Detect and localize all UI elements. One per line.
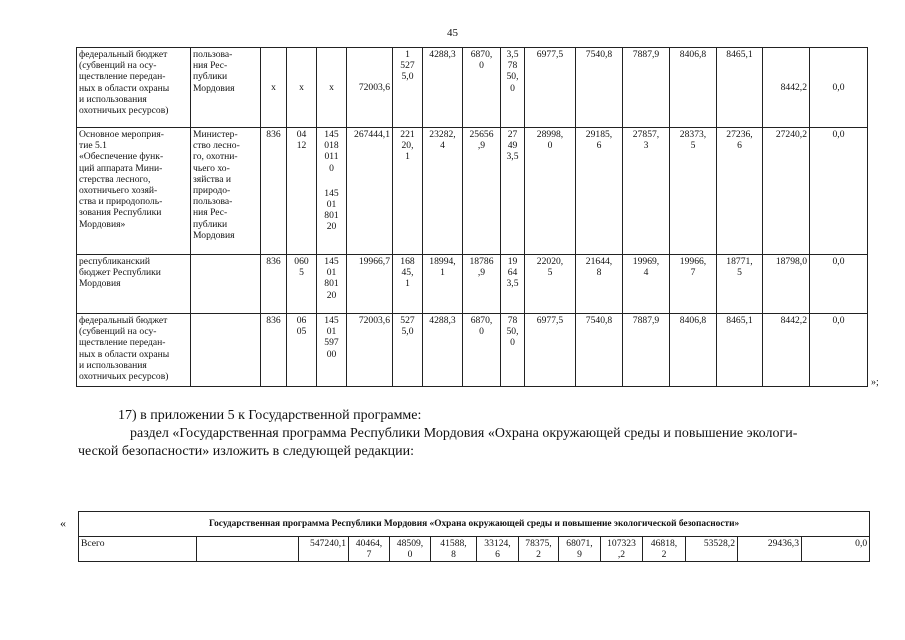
table-cell — [501, 255, 525, 314]
cell-line: (субвенций на осу- — [79, 326, 157, 338]
table-cell — [763, 128, 810, 255]
cell-line: природо- — [193, 185, 231, 197]
cell-line: 48509, — [396, 538, 424, 549]
total-value-cell — [738, 537, 802, 562]
table-cell — [317, 128, 347, 255]
cell-line: 0,0 — [832, 81, 845, 93]
cell-line: охотничьих ресурсов) — [79, 371, 169, 383]
cell-line: охотничьего хозяй- — [79, 185, 158, 197]
cell-line: 1 — [405, 49, 410, 60]
cell-line: 4288,3 — [429, 49, 456, 60]
cell-line: 1 — [440, 267, 445, 279]
budget-table — [76, 47, 868, 387]
cell-line: ства и природополь- — [79, 196, 163, 208]
cell-line: 45, — [401, 267, 414, 279]
cell-line: и использования — [79, 93, 147, 105]
table-row — [77, 255, 868, 314]
cell-line: 28998, — [536, 129, 564, 140]
table-cell — [423, 314, 463, 387]
cell-line: 7540,8 — [585, 49, 613, 60]
table-cell — [670, 48, 717, 128]
cell-line: 18994, — [429, 256, 456, 267]
cell-line: 3,5 — [506, 151, 519, 163]
cell-line: 78375, — [525, 538, 552, 549]
table-cell — [261, 48, 287, 128]
cell-line: стерства лесного, — [79, 173, 151, 185]
cell-line: 9 — [577, 549, 582, 560]
cell-line: 19 — [507, 256, 518, 267]
table-cell — [623, 255, 670, 314]
cell-line: 8465,1 — [726, 315, 753, 326]
cell-line: чьего хо- — [193, 162, 230, 174]
total-value-cell — [349, 537, 390, 562]
cell-line: 00 — [326, 348, 337, 360]
cell-line: 0,0 — [832, 315, 845, 326]
amendment-text-line-2: ческой безопасности» изложить в следующей редакции: — [78, 444, 415, 459]
cell-line: Мордовия — [79, 278, 121, 290]
table-cell — [623, 128, 670, 255]
cell-line: 0 — [479, 60, 484, 72]
cell-line: 0 — [329, 162, 334, 174]
table-cell — [423, 255, 463, 314]
cell-line: 527 — [400, 60, 415, 72]
cell-line: 221 — [400, 129, 415, 140]
cell-line: 4 — [440, 140, 445, 152]
cell-line: 267444,1 — [354, 129, 390, 140]
closing-quote-mark: »; — [871, 377, 879, 388]
cell-line: 6977,5 — [536, 315, 564, 326]
cell-line: пользова- — [193, 196, 233, 208]
table-cell — [191, 48, 261, 128]
cell-line: 19966,7 — [358, 256, 390, 267]
cell-line: публики — [193, 218, 228, 230]
cell-line: 7540,8 — [585, 315, 613, 326]
table-cell — [810, 255, 868, 314]
cell-line: 145 — [324, 129, 339, 140]
cell-line: 40464, — [355, 538, 383, 549]
cell-line: 145 — [324, 315, 339, 326]
table-row — [77, 314, 868, 387]
table-cell — [670, 128, 717, 255]
cell-line: 04 — [296, 129, 307, 140]
cell-line: пользова- — [193, 49, 233, 60]
table-cell — [423, 128, 463, 255]
table-cell — [287, 255, 317, 314]
cell-line: 22020, — [536, 256, 564, 267]
table-cell — [576, 314, 623, 387]
amendment-item-17: 17) в приложении 5 к Государственной программе: — [118, 408, 422, 423]
cell-line: 18771, — [726, 256, 753, 267]
cell-line: публики — [193, 71, 228, 83]
cell-line: 8 — [596, 267, 602, 279]
cell-line: 27857, — [632, 129, 660, 140]
total-label: Всего — [79, 537, 197, 562]
cell-line: 20 — [326, 289, 337, 301]
table-cell — [763, 255, 810, 314]
table-cell — [501, 48, 525, 128]
cell-line: 20 — [326, 221, 337, 233]
table-cell — [77, 48, 191, 128]
cell-line: го, охотни- — [193, 151, 238, 163]
cell-line: 7887,9 — [632, 315, 660, 326]
cell-line: 2 — [536, 549, 541, 560]
cell-line: 168 — [400, 256, 415, 267]
cell-line: ,9 — [477, 267, 486, 279]
cell-line: зования Республики — [79, 207, 162, 219]
cell-line: 145 — [324, 256, 339, 267]
empty-cell — [197, 537, 299, 562]
table-cell — [287, 48, 317, 128]
cell-line: 5 — [737, 267, 742, 279]
cell-line: «Обеспечение функ- — [79, 151, 164, 163]
cell-line: 7 — [690, 267, 696, 279]
cell-line: 6870, — [470, 49, 493, 60]
cell-line: 0,0 — [832, 129, 845, 140]
table-cell — [525, 48, 576, 128]
cell-line: ,2 — [617, 549, 626, 560]
cell-line: 72003,6 — [358, 315, 390, 326]
cell-line: ных в области охраны — [79, 82, 170, 94]
cell-line: 6977,5 — [536, 49, 564, 60]
table-cell — [525, 128, 576, 255]
total-value-cell — [601, 537, 643, 562]
table-cell — [501, 128, 525, 255]
cell-line: 0 — [547, 140, 553, 152]
cell-line: 1 — [405, 278, 410, 290]
cell-line: 8465,1 — [726, 49, 753, 60]
table-cell — [717, 314, 763, 387]
cell-line: 01 — [326, 267, 337, 279]
cell-line: 6870, — [470, 315, 493, 326]
table-cell — [525, 255, 576, 314]
cell-line: 547240,1 — [310, 538, 346, 549]
cell-line: 64 — [507, 267, 518, 279]
table-cell — [393, 255, 423, 314]
table-cell — [393, 314, 423, 387]
cell-line: 21644, — [585, 256, 613, 267]
cell-line: 7887,9 — [632, 49, 660, 60]
table-cell — [810, 314, 868, 387]
table-cell — [763, 314, 810, 387]
table-cell — [287, 314, 317, 387]
table-cell — [463, 314, 501, 387]
cell-line: 6 — [737, 140, 742, 152]
cell-line: 018 — [324, 140, 339, 152]
cell-line: 49 — [507, 140, 518, 152]
cell-line: 78 — [507, 315, 518, 326]
table-cell — [717, 255, 763, 314]
total-value-cell — [431, 537, 477, 562]
cell-line: 01 — [326, 199, 337, 211]
cell-line: ных в области охраны — [79, 348, 170, 360]
table-cell — [261, 128, 287, 255]
cell-line: 0 — [479, 326, 484, 338]
cell-line: 50, — [506, 71, 519, 83]
table-cell — [191, 314, 261, 387]
cell-line: 801 — [324, 210, 339, 222]
table-cell — [670, 314, 717, 387]
cell-line: бюджет Республики — [79, 267, 161, 279]
cell-line: 8442,2 — [780, 315, 807, 326]
cell-line: х — [271, 81, 276, 93]
cell-line: 5 — [690, 140, 696, 152]
cell-line: 8 — [451, 549, 456, 560]
table-cell — [347, 314, 393, 387]
cell-line: Министер- — [193, 129, 238, 140]
cell-line: ществление передан- — [79, 337, 166, 349]
cell-line: 05 — [296, 326, 307, 338]
program-title: Государственная программа Республики Мордовия «Охрана окружающей среды и повышение экологической безопасности» — [79, 512, 870, 537]
cell-line: 527 — [400, 315, 415, 326]
table-row — [77, 128, 868, 255]
cell-line: 0 — [510, 337, 515, 349]
cell-line: 78 — [507, 60, 518, 72]
cell-line: 145 — [324, 187, 339, 199]
cell-line: 41588, — [440, 538, 467, 549]
total-value-cell — [390, 537, 431, 562]
total-value-cell — [643, 537, 686, 562]
cell-line: ществление передан- — [79, 71, 166, 83]
cell-line: ния Рес- — [193, 207, 228, 219]
cell-line: 72003,6 — [358, 81, 390, 93]
cell-line: 8406,8 — [679, 49, 707, 60]
cell-line: 06 — [296, 315, 307, 326]
table-cell — [77, 128, 191, 255]
cell-line: 060 — [294, 256, 309, 267]
cell-line: 6 — [596, 140, 602, 152]
cell-line: 01 — [326, 326, 337, 338]
cell-line: 3 — [643, 140, 649, 152]
table-cell — [763, 48, 810, 128]
cell-line: 12 — [296, 140, 307, 152]
cell-line: 5,0 — [401, 71, 414, 83]
cell-line: Мордовия» — [79, 218, 126, 230]
total-value-cell — [519, 537, 559, 562]
total-row — [79, 537, 870, 562]
cell-line: 1 — [405, 151, 410, 163]
cell-line: 836 — [266, 315, 281, 326]
cell-line: 4288,3 — [429, 315, 456, 326]
cell-line: ство лесно- — [193, 140, 240, 152]
table-cell — [393, 128, 423, 255]
amendment-text-line-1: раздел «Государственная программа Республики Мордовия «Охрана окружающей среды и повышение экологи- — [130, 426, 798, 441]
cell-line: 18798,0 — [775, 256, 807, 267]
cell-line: 28373, — [679, 129, 707, 140]
cell-line: 25656 — [469, 129, 494, 140]
table-cell — [77, 255, 191, 314]
table-cell — [261, 255, 287, 314]
table-cell — [393, 48, 423, 128]
cell-line: 50, — [506, 326, 519, 338]
cell-line: 5 — [547, 267, 553, 279]
cell-line: 29185, — [585, 129, 613, 140]
cell-line: 107323 — [607, 538, 636, 549]
cell-line: 8406,8 — [679, 315, 707, 326]
cell-line: Основное мероприя- — [79, 129, 164, 140]
cell-line: 5 — [299, 267, 304, 279]
cell-line: 33124, — [484, 538, 511, 549]
program-summary-table — [78, 511, 870, 562]
cell-line: 0 — [510, 82, 515, 94]
cell-line: 68071, — [566, 538, 593, 549]
table-cell — [347, 48, 393, 128]
cell-line: 53528,2 — [703, 538, 735, 549]
table-cell — [623, 48, 670, 128]
cell-line: и использования — [79, 359, 147, 371]
cell-line: 5,0 — [401, 326, 414, 338]
table-cell — [576, 48, 623, 128]
total-value-cell — [477, 537, 519, 562]
cell-line: 011 — [324, 151, 339, 163]
cell-line: 27 — [507, 129, 518, 140]
cell-line: ния Рес- — [193, 60, 228, 72]
cell-line: 3,5 — [506, 49, 519, 60]
table-cell — [463, 128, 501, 255]
cell-line: 836 — [266, 129, 281, 140]
table-cell — [287, 128, 317, 255]
total-value-cell — [559, 537, 601, 562]
table-cell — [347, 128, 393, 255]
table-cell — [717, 128, 763, 255]
cell-line — [193, 256, 258, 270]
table-cell — [576, 128, 623, 255]
cell-line: ,9 — [477, 140, 486, 152]
table-cell — [670, 255, 717, 314]
page-number: 45 — [447, 27, 458, 39]
cell-line: 7 — [366, 549, 372, 560]
cell-line — [319, 174, 344, 188]
table-cell — [525, 314, 576, 387]
cell-line: 46818, — [650, 538, 678, 549]
cell-line: 18786 — [469, 256, 494, 267]
table-cell — [317, 255, 347, 314]
cell-line: х — [299, 81, 304, 93]
cell-line: тие 5.1 — [79, 140, 107, 152]
table-cell — [77, 314, 191, 387]
table-cell — [261, 314, 287, 387]
total-value-cell — [299, 537, 349, 562]
cell-line: республиканский — [79, 256, 151, 267]
cell-line: ций аппарата Мини- — [79, 162, 163, 174]
cell-line: 0,0 — [832, 256, 845, 267]
cell-line: Мордовия — [193, 229, 235, 241]
cell-line: 0,0 — [855, 538, 868, 549]
table-cell — [717, 48, 763, 128]
table-cell — [463, 255, 501, 314]
cell-line: 801 — [324, 278, 339, 290]
table-cell — [347, 255, 393, 314]
cell-line: 836 — [266, 256, 281, 267]
cell-line: (субвенций на осу- — [79, 60, 157, 72]
cell-line: 27240,2 — [775, 129, 807, 140]
cell-line: 3,5 — [506, 278, 519, 290]
cell-line: 19969, — [632, 256, 660, 267]
cell-line — [193, 315, 258, 329]
total-value-cell — [686, 537, 738, 562]
table-cell — [317, 48, 347, 128]
table-cell — [463, 48, 501, 128]
table-cell — [810, 48, 868, 128]
cell-line: Мордовия — [193, 82, 235, 94]
cell-line: х — [329, 81, 334, 93]
table-cell — [423, 48, 463, 128]
cell-line: охотничьих ресурсов) — [79, 105, 169, 117]
cell-line: 19966, — [679, 256, 707, 267]
cell-line: зяйства и — [193, 173, 231, 185]
table-cell — [317, 314, 347, 387]
cell-line: 8442,2 — [780, 81, 807, 93]
table-cell — [623, 314, 670, 387]
cell-line: 0 — [407, 549, 413, 560]
cell-line: 27236, — [726, 129, 753, 140]
cell-line: 4 — [643, 267, 649, 279]
table-cell — [191, 128, 261, 255]
table-cell — [810, 128, 868, 255]
cell-line: 2 — [661, 549, 667, 560]
cell-line: 20, — [401, 140, 414, 152]
cell-line: 597 — [324, 337, 339, 349]
total-value-cell — [802, 537, 870, 562]
table-row — [77, 48, 868, 128]
table-cell — [501, 314, 525, 387]
cell-line: федеральный бюджет — [79, 49, 168, 60]
cell-line: федеральный бюджет — [79, 315, 168, 326]
table-cell — [191, 255, 261, 314]
cell-line: 23282, — [429, 129, 456, 140]
table-cell — [576, 255, 623, 314]
cell-line: 6 — [495, 549, 500, 560]
opening-quote-mark: « — [60, 516, 66, 530]
cell-line: 29436,3 — [767, 538, 799, 549]
